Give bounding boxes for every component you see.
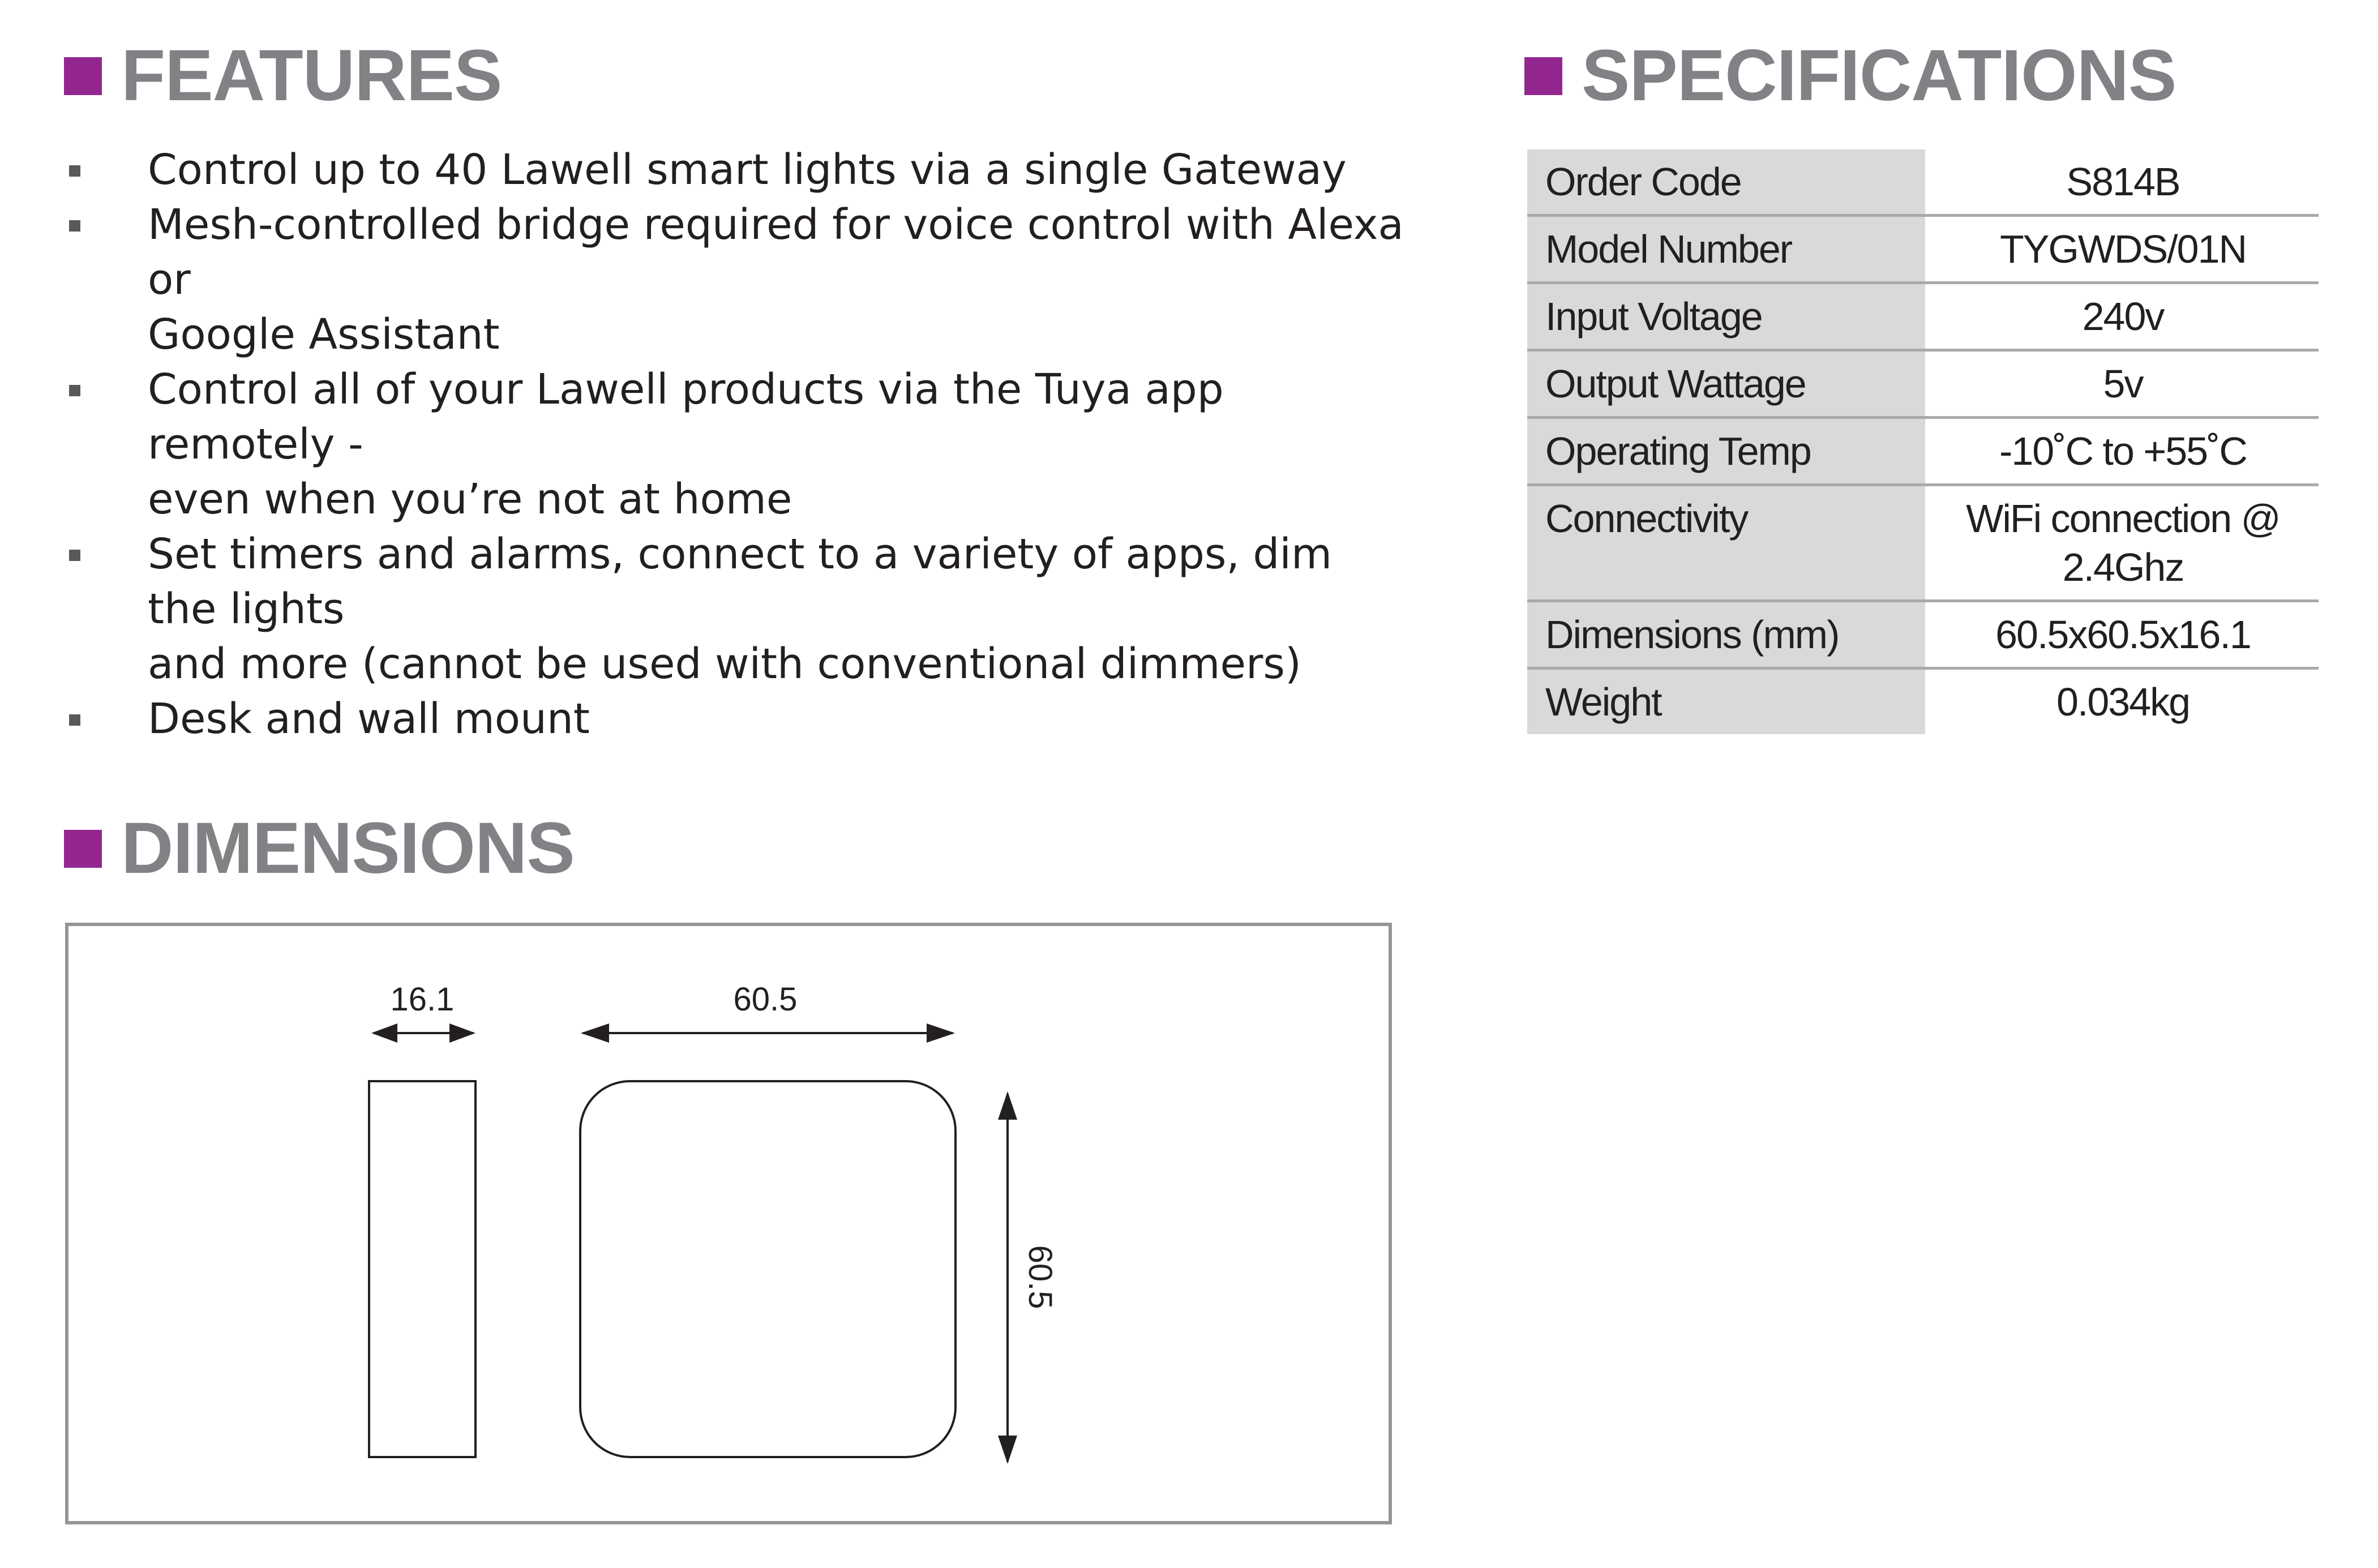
features-list — [64, 143, 1411, 747]
feature-text: Set timers and alarms, connect to a variety of apps, dim the lights — [148, 530, 1332, 633]
spec-value: 60.5x60.5x16.1 — [1995, 612, 2251, 657]
spec-value: 240v — [2082, 294, 2164, 339]
heading-square-icon — [1524, 57, 1562, 95]
spec-value: -10˚C to +55˚C — [1999, 429, 2247, 473]
dimension-drawing-frame — [65, 923, 1392, 1524]
spec-row-weight — [1527, 669, 2319, 735]
dimensions-heading — [64, 808, 575, 889]
dimensions-title: DIMENSIONS — [121, 808, 575, 889]
feature-item — [64, 198, 1411, 362]
spec-label: Connectivity — [1545, 496, 1748, 541]
bullet-icon — [69, 385, 80, 396]
depth-label: 16.1 — [390, 981, 455, 1018]
spec-row-dimensions — [1527, 601, 2319, 669]
spec-row-model-number — [1527, 216, 2319, 283]
feature-text: Control up to 40 Lawell smart lights via a single Gateway — [148, 145, 1347, 194]
feature-item — [64, 362, 1411, 527]
spec-label: Input Voltage — [1545, 294, 1762, 339]
feature-text-continued: even when you’re not at home — [148, 475, 792, 524]
feature-item — [64, 692, 1411, 747]
spec-value: 5v — [2103, 362, 2143, 406]
feature-text-continued: Google Assistant — [148, 310, 500, 359]
spec-row-operating-temp — [1527, 418, 2319, 485]
spec-label: Order Code — [1545, 160, 1741, 204]
spec-label: Dimensions (mm) — [1545, 612, 1839, 657]
spec-label: Operating Temp — [1545, 429, 1811, 473]
feature-text-continued: and more (cannot be used with conventional dimmers) — [148, 640, 1301, 688]
spec-row-order-code — [1527, 149, 2319, 216]
heading-square-icon — [64, 830, 102, 868]
spec-value: TYGWDS/01N — [1999, 227, 2247, 271]
bullet-icon — [69, 550, 80, 561]
bullet-icon — [69, 165, 80, 177]
spec-label: Weight — [1545, 680, 1661, 724]
spec-row-input-voltage — [1527, 283, 2319, 350]
spec-value: WiFi connection @ — [1966, 496, 2280, 541]
bullet-icon — [69, 714, 80, 726]
spec-row-output-wattage — [1527, 350, 2319, 418]
feature-text: Control all of your Lawell products via the Tuya app remotely - — [148, 365, 1224, 469]
spec-label: Output Wattage — [1545, 362, 1806, 406]
width-label: 60.5 — [733, 981, 798, 1018]
height-label: 60.5 — [1022, 1245, 1059, 1309]
spec-value-continued: 2.4Ghz — [2062, 545, 2184, 589]
feature-text: Desk and wall mount — [148, 695, 590, 743]
spec-value: S814B — [2066, 160, 2180, 204]
feature-item — [64, 527, 1411, 692]
features-title: FEATURES — [121, 35, 502, 116]
feature-text: Mesh-controlled bridge required for voice control with Alexa or — [148, 200, 1404, 304]
specifications-table — [1527, 149, 2319, 734]
spec-label: Model Number — [1545, 227, 1792, 271]
features-heading — [64, 35, 502, 116]
spec-row-connectivity — [1527, 485, 2319, 601]
feature-item — [64, 143, 1411, 198]
bullet-icon — [69, 220, 80, 232]
spec-value: 0.034kg — [2056, 680, 2190, 724]
specifications-heading — [1524, 35, 2176, 116]
heading-square-icon — [64, 57, 102, 95]
specifications-title: SPECIFICATIONS — [1582, 35, 2176, 116]
